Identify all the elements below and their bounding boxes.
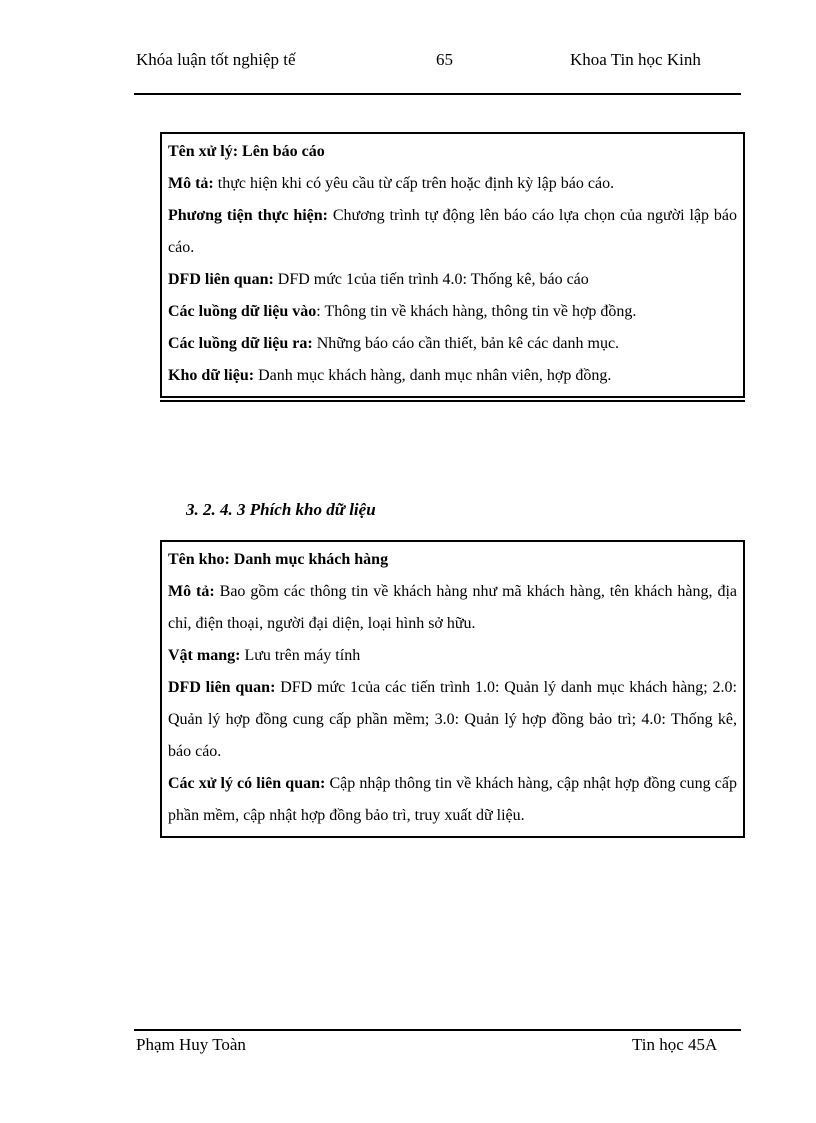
header-rule	[134, 93, 741, 95]
process-datastore-text: Danh mục khách hàng, danh mục nhân viên, hợp đồng.	[254, 367, 612, 384]
process-dfd-row	[168, 264, 737, 296]
process-input-flows-label: Các luồng dữ liệu vào	[168, 303, 317, 320]
process-output-flows-label: Các luồng dữ liệu ra:	[168, 335, 313, 352]
store-name-label: Tên kho: Danh mục khách hàng	[168, 551, 389, 568]
process-description-row	[168, 168, 737, 200]
store-description-text: Bao gồm các thông tin về khách hàng như mã khách hàng, tên khách hàng, địa chỉ, điện thoại, người đại diện, loại hình sở hữu.	[168, 583, 737, 632]
footer-rule	[134, 1029, 741, 1031]
store-name-row	[168, 544, 737, 576]
store-dfd-text: DFD mức 1của các tiến trình 1.0: Quản lý danh mục khách hàng; 2.0: Quản lý hợp đồng cung cấp phần mềm; 3.0: Quản lý hợp đồng bảo trì; 4.0: Thống kê, báo cáo.	[168, 679, 737, 760]
process-output-flows-text: Những báo cáo cần thiết, bản kê các danh mục.	[312, 335, 620, 352]
footer-author: Phạm Huy Toàn	[136, 1035, 246, 1054]
header-left: Khóa luận tốt nghiệp tế	[136, 50, 296, 69]
store-medium-row	[168, 640, 737, 672]
process-name-row	[168, 136, 737, 168]
process-dfd-label: DFD liên quan:	[168, 271, 274, 288]
process-input-flows-row	[168, 296, 737, 328]
process-means-row	[168, 200, 737, 264]
process-output-flows-row	[168, 328, 737, 360]
process-description-label: Mô tả:	[168, 175, 214, 192]
process-means-text: Chương trình tự động lên báo cáo lựa chọn của người lập báo cáo.	[168, 207, 738, 256]
process-spec-box	[160, 132, 745, 398]
store-dfd-label: DFD liên quan:	[168, 679, 276, 696]
section-title: 3. 2. 4. 3 Phích kho dữ liệu	[186, 500, 376, 519]
store-related-processes-text: Cập nhập thông tin về khách hàng, cập nhật hợp đồng cung cấp phần mềm, cập nhật hợp đồng bảo trì, truy xuất dữ liệu.	[168, 775, 738, 824]
store-medium-label: Vật mang:	[168, 647, 241, 664]
process-input-flows-text: : Thông tin về khách hàng, thông tin về hợp đồng.	[316, 303, 637, 320]
store-dfd-row	[168, 672, 737, 768]
header-right: Khoa Tin học Kinh	[570, 50, 701, 69]
process-datastore-label: Kho dữ liệu:	[168, 367, 255, 384]
process-name-label: Tên xử lý: Lên báo cáo	[168, 143, 325, 160]
store-related-processes-row	[168, 768, 737, 832]
datastore-spec-box	[160, 540, 745, 838]
page-number: 65	[436, 50, 453, 69]
process-means-label: Phương tiện thực hiện:	[168, 207, 329, 224]
store-medium-text: Lưu trên máy tính	[240, 647, 361, 664]
process-description-text: thực hiện khi có yêu cầu từ cấp trên hoặc định kỳ lập báo cáo.	[213, 175, 615, 192]
store-description-row	[168, 576, 737, 640]
store-description-label: Mô tả:	[168, 583, 215, 600]
process-dfd-text: DFD mức 1của tiến trình 4.0: Thống kê, báo cáo	[273, 271, 589, 288]
store-related-processes-label: Các xử lý có liên quan:	[168, 775, 326, 792]
footer-class: Tin học 45A	[632, 1035, 718, 1054]
process-datastore-row	[168, 360, 737, 392]
